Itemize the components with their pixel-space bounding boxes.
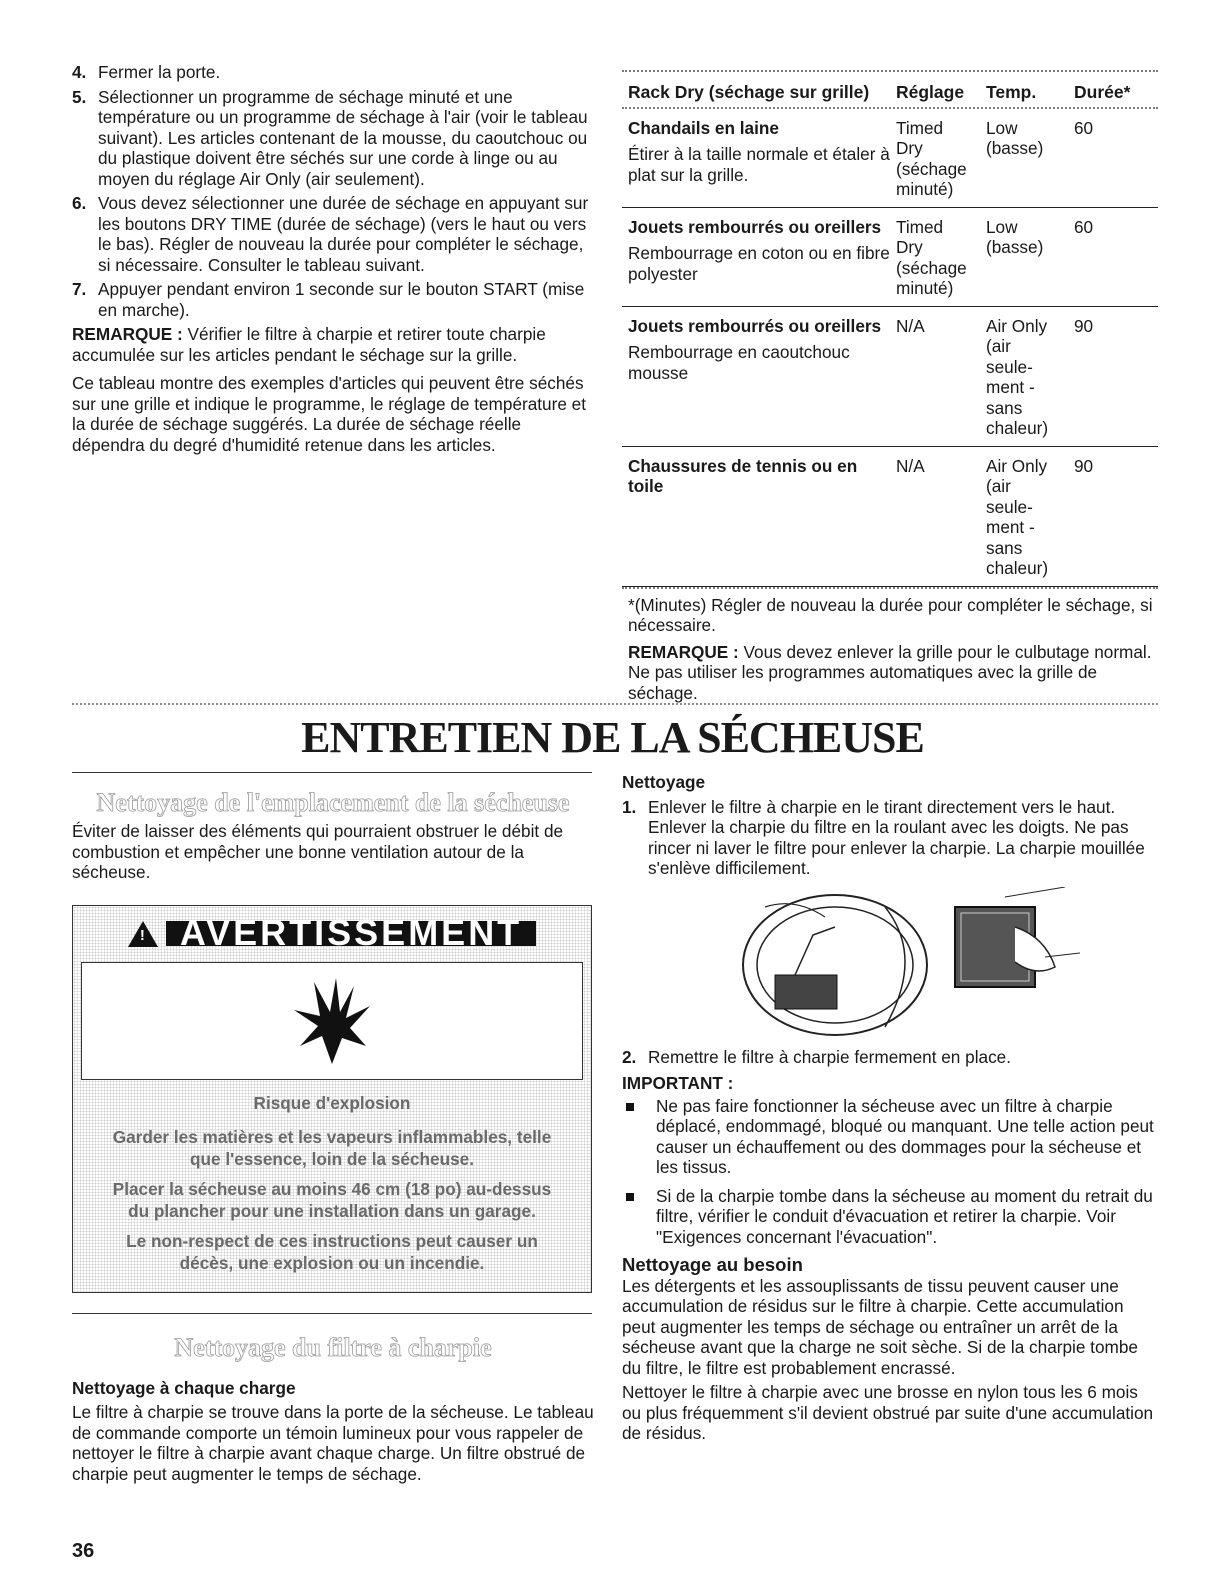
list-item: 2. Remettre le filtre à charpie fermement en place.	[622, 1046, 1012, 1067]
bullet-square-icon	[626, 1193, 634, 1201]
table-intro-paragraph: Ce tableau montre des exemples d'articles qui peuvent être séchés sur une grille et indique le programme, le réglage de température et la durée de séchage suggérés. La durée de séchage réelle dépendra du degré d'humidité retenue dans les articles.	[72, 373, 587, 455]
list-item: Si de la charpie tombe dans la sécheuse au moment du retrait du filtre, vérifier le conduit d'évacuation et retirer la charpie. Voir "Exigences concernant l'évacuation".	[622, 1186, 1158, 1248]
cleaning-heading: Nettoyage	[622, 772, 706, 792]
as-needed-paragraph: Les détergents et les assouplissants de tissu peuvent causer une accumulation de résidus sur le filtre à charpie. Cette accumulation peut augmenter les temps de séchage ou entraîner un arrêt de la sécheuse avant que la charge ne soit sèche. Si de la charpie tombe du filtre, le filtre est probablement encrassé.	[622, 1275, 1138, 1378]
warning-text: Risque d'explosion Garder les matières et les vapeurs inflammables, telle que l'essence, loin de la sécheuse. Placer la sécheuse au moins 46 cm (18 po) au-dessus du plancher pour une installation dans un garage. Le non-respect de ces instructions peut causer un décès, une explosion ou un incendie.	[112, 1092, 552, 1273]
explosion-icon	[81, 962, 583, 1080]
filter-cleaning-drawing	[945, 887, 1085, 997]
location-intro: Éviter de laisser des éléments qui pourraient obstruer le débit de combustion et empêcher une bonne ventilation autour de la sécheuse.	[72, 821, 564, 882]
cleaning-steps-continued	[622, 1047, 1158, 1068]
section-title: ENTRETIEN DE LA SÉCHEUSE	[301, 713, 924, 762]
top-left-column	[72, 62, 594, 455]
lint-filter-heading: Nettoyage du filtre à charpie	[174, 1332, 492, 1362]
list-item: 4. Fermer la porte.	[72, 62, 221, 82]
table-footnote: *(Minutes) Régler de nouveau la durée pour compléter le séchage, si nécessaire. REMARQUE : Vous devez enlever la grille pour le culbutage normal. Ne pas utiliser les programmes automatiques avec la grille de séchage.	[622, 589, 1158, 704]
warning-banner: ! AVERTISSEMENT	[81, 906, 583, 962]
list-item: 5. Sélectionner un programme de séchage minuté et une température ou un programme de séchage à l'air (voir le tableau suivant). Les articles contenant de la mousse, du caoutchouc ou du plastique doivent être séchés sur une corde à linge ou au moyen du réglage Air Only (air seulement).	[72, 86, 588, 189]
section-divider	[72, 703, 1158, 705]
as-needed-paragraph-2: Nettoyer le filtre à charpie avec une brosse en nylon tous les 6 mois ou plus fréquemment s'il devient obstrué par suite d'une accumulation de résidus.	[622, 1382, 1154, 1443]
right-bottom-column	[622, 772, 1158, 1444]
page-number: 36	[72, 1540, 95, 1562]
list-item: Ne pas faire fonctionner la sécheuse avec un filtre à charpie déplacé, endommagé, bloqué ou manquant. Une telle action peut causer un échauffement ou des dommages pour la sécheuse et les tissus.	[622, 1096, 1158, 1178]
remark-paragraph: REMARQUE : Vérifier le filtre à charpie et retirer toute charpie accumulée sur les articles pendant le séchage sur la grille.	[72, 324, 546, 365]
table-header: Rack Dry (séchage sur grille) Réglage Temp. Durée*	[628, 82, 1131, 102]
table-row: Chandails en laine Étirer à la taille normale et étaler à plat sur la grille. Timed Dry (séchage minuté) Low (basse) 60	[622, 109, 1158, 208]
dryer-door-drawing	[735, 887, 935, 1037]
warning-triangle-icon: !	[128, 921, 158, 947]
bullet-square-icon	[626, 1103, 634, 1111]
table-row: Jouets rembourrés ou oreillers Rembourrage en coton ou en fibre polyester Timed Dry (séchage minuté) Low (basse) 60	[622, 208, 1158, 307]
lint-filter-illustration	[662, 887, 1158, 1037]
each-load-heading: Nettoyage à chaque charge	[72, 1377, 296, 1398]
list-item: 6. Vous devez sélectionner une durée de séchage en appuyant sur les boutons DRY TIME (durée de séchage) (vers le haut ou vers le bas). Régler de nouveau la durée pour compléter le séchage, si nécessaire. Consulter le tableau suivant.	[72, 193, 589, 275]
left-bottom-column	[72, 772, 594, 1484]
important-bullets	[622, 1096, 1158, 1248]
table-row: Jouets rembourrés ou oreillers Rembourrage en caoutchouc mousse N/A Air Only (air seule- ment - sans chaleur) 90	[622, 307, 1158, 447]
table-row: Chaussures de tennis ou en toile N/A Air Only (air seule- ment - sans chaleur) 90	[622, 447, 1158, 587]
list-item: 7. Appuyer pendant environ 1 seconde sur le bouton START (mise en marche).	[72, 279, 585, 320]
important-label: IMPORTANT :	[622, 1073, 734, 1093]
as-needed-heading: Nettoyage au besoin	[622, 1254, 803, 1275]
warning-box	[72, 905, 592, 1293]
each-load-paragraph: Le filtre à charpie se trouve dans la porte de la sécheuse. Le tableau de commande comporte un témoin lumineux pour vous rappeler de nettoyer le filtre à charpie avant chaque charge. Un filtre obstrué de charpie peut augmenter le temps de séchage.	[72, 1402, 594, 1484]
steps-list	[72, 62, 594, 320]
location-cleaning-heading: Nettoyage de l'emplacement de la sécheuse	[96, 788, 570, 817]
list-item: 1. Enlever le filtre à charpie en le tirant directement vers le haut. Enlever la charpie du filtre en la roulant avec les doigts. Ne pas rincer ni laver le filtre pour enlever la charpie. La charpie mouillée s'enlève difficilement.	[622, 796, 1145, 878]
rack-remark: REMARQUE : Vous devez enlever la grille pour le culbutage normal. Ne pas utiliser les programmes automatiques avec la grille de séchage.	[628, 641, 1152, 703]
rack-dry-table	[622, 70, 1158, 709]
cleaning-steps	[622, 797, 1158, 879]
